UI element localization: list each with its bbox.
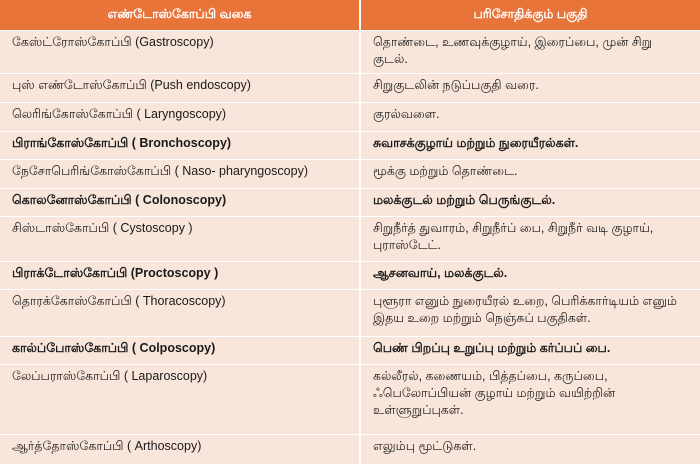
table-header-row xyxy=(0,0,700,31)
table-row xyxy=(0,217,700,261)
row-examined-area: ஆசனவாய், மலக்குடல். xyxy=(360,261,700,290)
row-examined-area: மூக்கு மற்றும் தொண்டை. xyxy=(360,160,700,189)
row-endoscopy-type: நேசோபெரிங்கோஸ்கோப்பி ( Naso- pharyngoscopy) xyxy=(0,160,360,189)
row-examined-area: எலும்பு மூட்டுகள். xyxy=(360,435,700,465)
table-row xyxy=(0,31,700,74)
row-examined-area: கல்லீரல், கணையம், பித்தப்பை, கருப்பை, ஃபெலோப்பியன் குழாய் மற்றும் வயிற்றின் உள்ளுறுப்புகள். xyxy=(360,365,700,435)
row-examined-area: சுவாசக்குழாய் மற்றும் நுரையீரல்கள். xyxy=(360,131,700,160)
row-examined-area: சிறுகுடலின் நடுப்பகுதி வரை. xyxy=(360,74,700,103)
table-row xyxy=(0,365,700,435)
table-row xyxy=(0,336,700,365)
row-examined-area: பெண் பிறப்பு உறுப்பு மற்றும் கர்ப்பப் பை. xyxy=(360,336,700,365)
row-examined-area: புளூரா எனும் நுரையீரல் உறை, பெரிக்கார்டியம் எனும் இதய உறை மற்றும் நெஞ்சுப் பகுதிகள். xyxy=(360,290,700,337)
table-row xyxy=(0,74,700,103)
row-examined-area: சிறுநீர்த் துவாரம், சிறுநீர்ப் பை, சிறுநீர் வடி குழாய், புராஸ்டேட். xyxy=(360,217,700,261)
table-row xyxy=(0,261,700,290)
table-row xyxy=(0,131,700,160)
table-row xyxy=(0,102,700,131)
row-endoscopy-type: கொலனோஸ்கோப்பி ( Colonoscopy) xyxy=(0,188,360,217)
table-row xyxy=(0,435,700,465)
row-endoscopy-type: ஆர்த்தோஸ்கோப்பி ( Arthoscopy) xyxy=(0,435,360,465)
row-endoscopy-type: லெரிங்கோஸ்கோப்பி ( Laryngoscopy) xyxy=(0,102,360,131)
row-endoscopy-type: பிராங்கோஸ்கோப்பி ( Bronchoscopy) xyxy=(0,131,360,160)
row-examined-area: குரல்வளை. xyxy=(360,102,700,131)
row-examined-area: மலக்குடல் மற்றும் பெருங்குடல். xyxy=(360,188,700,217)
header-examined-area: பரிசோதிக்கும் பகுதி xyxy=(360,0,700,31)
row-endoscopy-type: கேஸ்ட்ரோஸ்கோப்பி (Gastroscopy) xyxy=(0,31,360,74)
table-row xyxy=(0,160,700,189)
row-endoscopy-type: புஸ் எண்டோஸ்கோப்பி (Push endoscopy) xyxy=(0,74,360,103)
row-endoscopy-type: கால்ப்போஸ்கோப்பி ( Colposcopy) xyxy=(0,336,360,365)
header-endoscopy-type: எண்டோஸ்கோப்பி வகை xyxy=(0,0,360,31)
row-endoscopy-type: லேப்பராஸ்கோப்பி ( Laparoscopy) xyxy=(0,365,360,435)
row-examined-area: தொண்டை, உணவுக்குழாய், இரைப்பை, முன் சிறு குடல். xyxy=(360,31,700,74)
table-row xyxy=(0,290,700,337)
row-endoscopy-type: பிராக்டோஸ்கோப்பி (Proctoscopy ) xyxy=(0,261,360,290)
table-row xyxy=(0,188,700,217)
row-endoscopy-type: சிஸ்டாஸ்கோப்பி ( Cystoscopy ) xyxy=(0,217,360,261)
row-endoscopy-type: தொரக்கோஸ்கோப்பி ( Thoracoscopy) xyxy=(0,290,360,337)
